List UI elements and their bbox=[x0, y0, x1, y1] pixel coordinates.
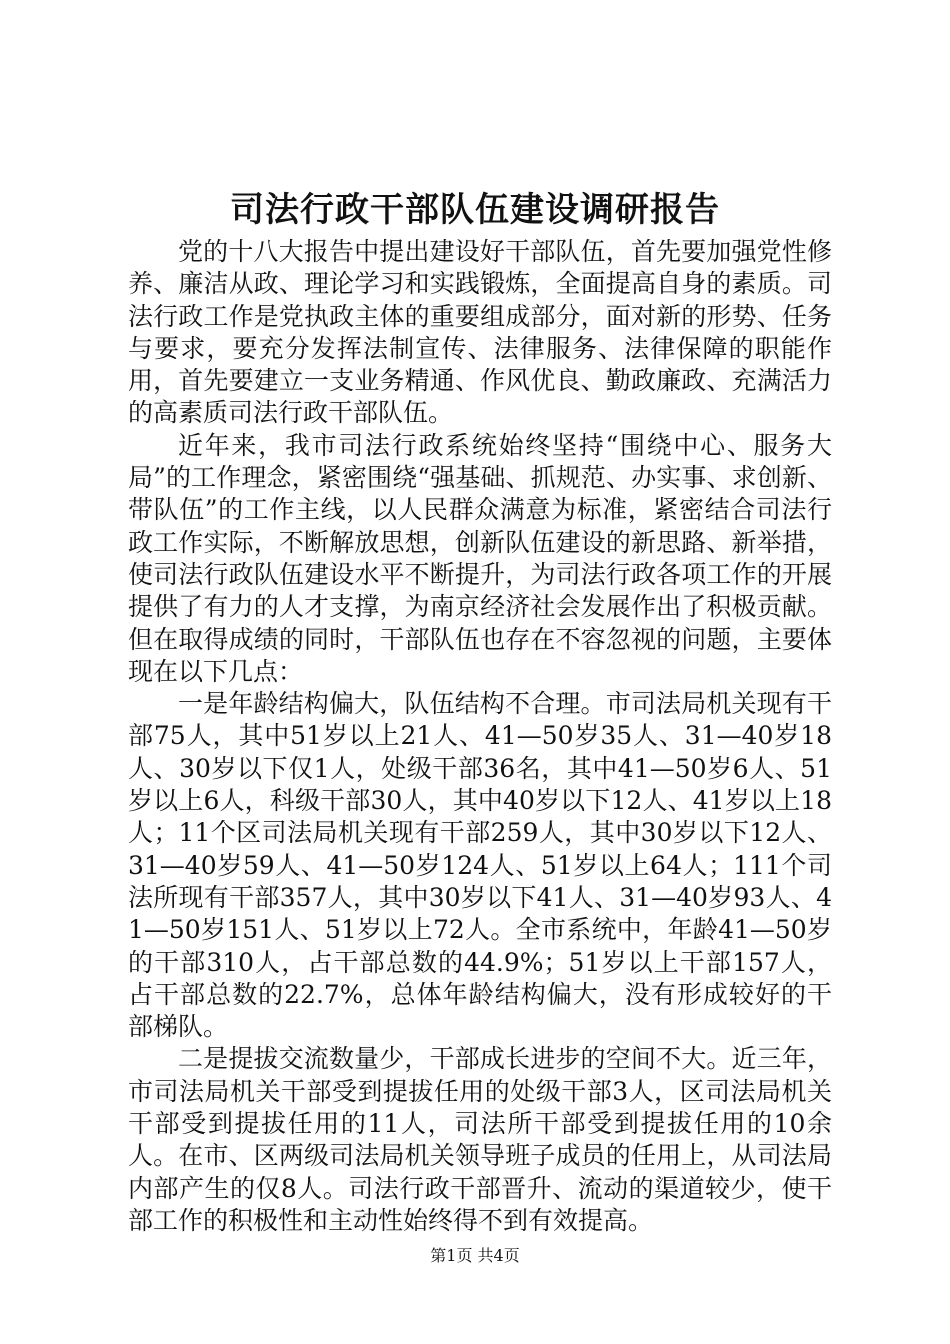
paragraph-background: 近年来，我市司法行政系统始终坚持“围绕中心、服务大局”的工作理念，紧密围绕“强基础、抓规范、办实事、求创新、带队伍”的工作主线，以人民群众满意为标准，紧密结合司法行政工作实际，不断解放思想，创新队伍建设的新思路、新举措，使司法行政队伍建设水平不断提升，为司法行政各项工作的开展提供了有力的人才支撑，为南京经济社会发展作出了积极贡献。但在取得成绩的同时，干部队伍也存在不容忽视的问题，主要体现在以下几点： bbox=[128, 430, 832, 686]
page-number-footer: 第1页 共4页 bbox=[430, 1246, 520, 1265]
document-body bbox=[128, 236, 832, 1237]
paragraph-issue-promotion: 二是提拔交流数量少，干部成长进步的空间不大。近三年，市司法局机关干部受到提拔任用的处级干部3人，区司法局机关干部受到提拔任用的11人，司法所干部受到提拔任用的10余人。在市、区两级司法局机关领导班子成员的任用上，从司法局内部产生的仅8人。司法行政干部晋升、流动的渠道较少，使干部工作的积极性和主动性始终得不到有效提高。 bbox=[128, 1044, 832, 1235]
document-title: 司法行政干部队伍建设调研报告 bbox=[230, 190, 720, 230]
paragraph-issue-age-structure: 一是年龄结构偏大，队伍结构不合理。市司法局机关现有干部75人，其中51岁以上21人、41—50岁35人、31—40岁18人、30岁以下仅1人，处级干部36名，其中41—50岁6人、51岁以上6人，科级干部30人，其中40岁以下12人、41岁以上18人；11个区司法局机关现有干部259人，其中30岁以下12人、31—40岁59人、41—50岁124人、51岁以上64人；111个司法所现有干部357人，其中30岁以下41人、31—40岁93人、41—50岁151人、51岁以上72人。全市系统中，年龄41—50岁的干部310人，占干部总数的44.9%；51岁以上干部157人，占干部总数的22.7%，总体年龄结构偏大，没有形成较好的干部梯队。 bbox=[128, 689, 832, 1042]
paragraph-intro: 党的十八大报告中提出建设好干部队伍，首先要加强党性修养、廉洁从政、理论学习和实践锻炼，全面提高自身的素质。司法行政工作是党执政主体的重要组成部分，面对新的形势、任务与要求，要充分发挥法制宣传、法律服务、法律保障的职能作用，首先要建立一支业务精通、作风优良、勤政廉政、充满活力的高素质司法行政干部队伍。 bbox=[128, 237, 832, 428]
